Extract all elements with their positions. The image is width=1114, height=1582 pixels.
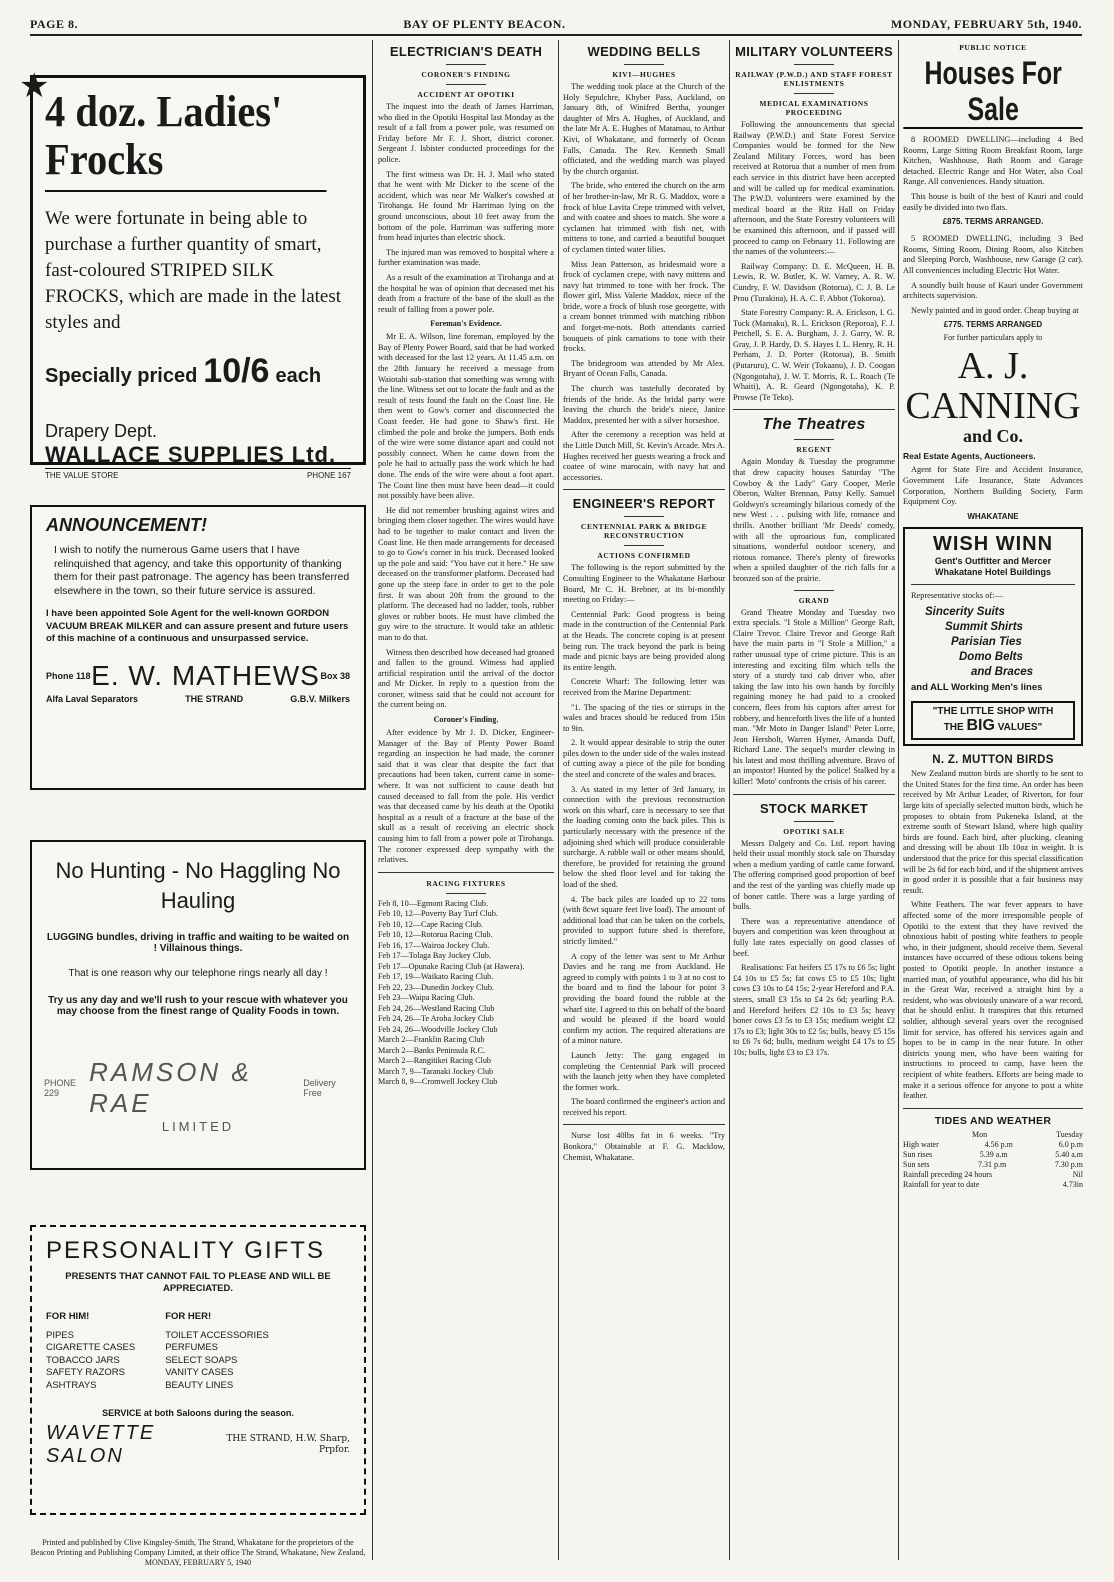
list-item: SAFETY RAZORS <box>46 1367 126 1378</box>
divider <box>794 590 834 591</box>
divider <box>794 93 834 94</box>
table-cell: 4.56 p.m <box>984 1139 1013 1149</box>
article-subhead: KIVI—HUGHES <box>612 70 676 79</box>
paragraph: Messrs Dalgety and Co. Ltd. report having held their usual monthly stock sale on Thursday when a medium yarding of cattle came forward. The offering comprised good proportion of beef and the rest of the yarding was chiefly made up of boner cattle. There was a large yarding of bulls. <box>733 838 895 912</box>
houses-headline: Houses For Sale <box>903 55 1083 129</box>
frocks-headline: 4 doz. Ladies' Frocks <box>45 88 327 192</box>
page-number: PAGE 8. <box>30 17 78 31</box>
list-item: Feb 24, 26—Woodville Jockey Club <box>378 1024 498 1034</box>
paragraph: 8 ROOMED DWELLING—including 4 Bed Rooms, Large Sitting Room Breakfast Room, large Kitchen, Washhouse, Bath Room and Garage detached. Electric Range and Hot Water, also Coal Range. All conveniences. Handy situation. <box>903 135 1083 187</box>
paragraph: Grand Theatre Monday and Tuesday two extra specials. "I Stole a Million" George Raft, Claire Trevor. Claire Trevor and George Raft have the main parts in "I Stole a Million," a rather unusual type of crime picture. This is an interesting and exciting film which tells the story of a sturdy taxi cab driver who, after taking the law into his own hands by forcibly regaining money he had paid to a crooked concern, flees from his captors after arrest for robbery, and henceforth lives the life of a hunted man. "Mr Moto in Danger Island" Peter Lorre, Jean Hersholt, Warren Hymer, Amanda Duff, Richard Lane. The sequel's murder clewing in his latest and most thrilling adventure. Bravo of an impostor! Hunted by the police! Stalked by a killer! 'Moto' confronts the crisis of his career. <box>733 607 895 787</box>
paragraph: Mr E. A. Wilson, line foreman, employed by the Bay of Plenty Power Board, said that he had worked with deceased for the last 12 years. At 11.45 a.m. on the 28th January he received a message from Waiotahi sub-station that something was wrong with the line. Witness set out to locate the fault and as the result of tests found the fault on the Coast line. He then went to Gow's corner and disconnected the Coast feeder. He had gone to Shaw's first. He climbed the pole and broke the jumpers. Both ends of the wire were some distance apart and could not possibly connect. When he came down from the pole he had to actually pass the work which he had done. The ends of the wire were about a foot apart. The Coast line then must have been dead—it could not possibly have been alive. <box>378 332 554 501</box>
winn-shop <box>911 701 1075 740</box>
article-subhead: Foreman's Evidence. <box>430 319 502 329</box>
paragraph: New Zealand mutton birds are shortly to be sent to the United States for the first time. An order has been received by Mr Arthur Leader, of Riverton, for four large kits of specially selected mutton birds, which he proposes to obtain from Pukeneka Island, at the extreme south of Stewart Island, where high quality birds are found. Each bird, after plucking, cleaning and dressing will be about 1lb 10oz in weight. It is understood that the price for this special classification will be 2s 6d for each bird, and if the shipment arrives in good order it is possible that a fair business may result. <box>903 769 1083 895</box>
announcement-phone: Phone 118 <box>46 670 91 681</box>
article-subhead: Coroner's Finding. <box>433 715 499 725</box>
hunt-limited: LIMITED <box>161 1119 235 1134</box>
apply-text: For further particulars apply to <box>943 333 1043 343</box>
hunt-lugging: LUGGING bundles, driving in traffic and waiting to be waited on ! Villainous things. <box>46 932 350 954</box>
paragraph: 4. The back piles are loaded up to 22 tons (with 8cwt square feet live load). The amount of additional load that can be taken on the corbels, provided to support future shed is therefore, strictly limited." <box>563 894 725 946</box>
winn-name: WISH WINN <box>932 532 1054 555</box>
divider <box>733 409 895 410</box>
list-item: Feb 10, 12—Rotorua Racing Club. <box>378 930 493 940</box>
article-subhead: ACCIDENT AT OPOTIKI <box>417 90 515 99</box>
list-item: and Braces <box>971 666 1034 679</box>
paragraph: The inquest into the death of James Harriman, who died in the Opotiki Hospital last Monday as the result of a fall from a power pole, was resumed on Friday before Mr F. J. Short, district coroner. Sergeant J. Isbister conducted proceedings for the police. <box>378 102 554 164</box>
list-item: Feb 17—Tolaga Bay Jockey Club. <box>378 951 491 961</box>
list-item: Feb 17—Opunake Racing Club (at Hawera). <box>378 961 525 971</box>
table-cell: 5.39 a.m <box>979 1149 1008 1159</box>
table-row <box>903 1140 1083 1150</box>
paragraph: Concrete Wharf: The following letter was received from the Marine Department: <box>563 677 725 697</box>
table-cell: Rainfall for year to date <box>903 1179 980 1189</box>
winn-items <box>911 605 1075 695</box>
divider <box>563 489 725 490</box>
list-item: March 7, 9—Taranaki Jockey Club <box>378 1066 494 1076</box>
wedding-column <box>563 40 725 1570</box>
list-item: TOBACCO JARS <box>46 1354 120 1366</box>
frocks-price-line <box>45 352 351 391</box>
list-item: SELECT SOAPS <box>165 1354 238 1366</box>
table-cell: Sun sets <box>903 1159 930 1169</box>
announcement-strand: THE STRAND <box>185 693 244 704</box>
list-item: Feb 10, 12—Cape Racing Club. <box>378 919 484 929</box>
list-item: and ALL Working Men's lines <box>911 682 1043 694</box>
list-item: Domo Belts <box>959 651 1023 664</box>
article-title: ENGINEER'S REPORT <box>572 496 716 512</box>
paragraph: The following is the report submitted by the Consulting Engineer to the Whakatane Harbour Board, Mr C. H. Brebner, at its bi-monthly meeting on Friday:— <box>563 563 725 605</box>
frocks-advert <box>19 66 366 480</box>
town: WHAKATANE <box>967 511 1019 521</box>
article-subhead: CORONER'S FINDING <box>421 70 511 79</box>
divider <box>378 872 554 873</box>
list-item: Feb 24, 26—Westland Racing Club <box>378 1003 495 1013</box>
hunt-phone: PHONE 229 <box>44 1078 77 1098</box>
paragraph: He did not remember brushing against wires and bringing them closer together. The wires would have had to be together to make contact and liven the Coast line. He then made arrangements for deceased to go to Gow's corner in his truck. Deceased looked up the pole and said: "You have cut it here." He saw deceased on the transformer platform. Deceased had gone up the steep face in order to get to the pole first. It was about 20ft from the ground to the platform. The deceased had no ladder, tools, rubber gloves or rubber boots. He must have climbed the guy wire to the structure. It would take an athletic man to do that. <box>378 505 554 642</box>
issue-date: MONDAY, FEBRUARY 5th, 1940. <box>890 17 1082 31</box>
column-rule <box>372 40 373 1560</box>
paper-title: BAY OF PLENTY BEACON. <box>403 17 566 31</box>
pers-salon: WAVETTE SALON <box>46 1422 156 1467</box>
table-cell: Tuesday <box>1056 1129 1083 1139</box>
divider <box>624 545 664 546</box>
wish-winn-advert <box>903 527 1083 747</box>
article-title: The Theatres <box>762 416 866 434</box>
paragraph: 3. As stated in my letter of 3rd January, in connection with the previous reconstruction work on this wharf, care is necessary to see that the loading coming onto the back piles. This is particularly necessary with the presence of the adjoining shed which will produce considerable surcharge. A rubble wall or other means should, therefore, be provided for retaining the ground below the shed floor level and for taking the load of the shed. <box>563 784 725 889</box>
frocks-body: We were fortunate in being able to purchase a further quantity of smart, fast-coloured STRIPED SILK FROCKS, which are made in the latest styles and <box>45 208 342 333</box>
paragraph: The board confirmed the engineer's action and received his report. <box>563 1097 726 1117</box>
paragraph: The bridegroom was attended by Mr Alex. Bryant of Ocean Falls, Canada. <box>563 358 725 379</box>
announcement-advert <box>30 505 366 790</box>
table-row <box>903 1160 1083 1170</box>
table-cell: 4.73in <box>1062 1179 1083 1189</box>
winn-rep: Representative stocks of:— <box>911 590 1003 600</box>
list-item: Feb 23—Waipa Racing Club. <box>378 993 475 1003</box>
terms: £775. TERMS ARRANGED <box>943 320 1043 330</box>
list-item: Feb 17, 19—Waikato Racing Club. <box>378 972 494 982</box>
paragraph: After evidence by Mr J. D. Dicker, Engineer-Manager of the Bay of Plenty Power Board regarding an inspection he had made, the coroner said that it was clear that despite the fact that precautions had been taken, current came in some-where. It was not sufficient to cause death but caused deceased to fall from the pole. His verdict was that deceased came by his death at the Opotiki hospital as a result of a fracture at the base of the skull as a result of receiving an electric shock causing him to fall from a power pole at Tirohanga. The coroner expressed deep sympathy with the relatives. <box>378 728 554 865</box>
divider <box>911 584 1075 585</box>
divider <box>794 64 834 65</box>
paragraph: As a result of the examination at Tirohanga and at the hospital he was of opinion that deceased met his death from a fracture of the base of the skull as the result of falling from a power pole. <box>378 272 554 314</box>
hunt-delivery: Delivery Free <box>303 1078 336 1098</box>
canning-co: and Co. <box>962 426 1024 447</box>
table-cell: Rainfall preceding 24 hours <box>903 1169 993 1179</box>
winn-shop-row <box>916 717 1070 735</box>
announcement-footer <box>46 660 350 692</box>
hunt-logo-row <box>44 1057 352 1119</box>
article-title: WEDDING BELLS <box>587 44 701 59</box>
winn-shop-4: VALUES" <box>997 722 1043 734</box>
list-item: Feb 10, 12—Poverty Bay Turf Club. <box>378 909 498 919</box>
pers-him-heading: FOR HIM! <box>46 1311 90 1322</box>
list-item: PIPES <box>46 1329 74 1341</box>
list-item: TOILET ACCESSORIES <box>165 1329 269 1341</box>
table-cell: High water <box>903 1139 939 1149</box>
pers-sub: PRESENTS THAT CANNOT FAIL TO PLEASE AND WILL BE APPRECIATED. <box>65 1271 331 1294</box>
table-row <box>903 1130 1083 1140</box>
frocks-price: 10/6 <box>203 352 270 390</box>
winn-shop-3: BIG <box>966 717 995 735</box>
list-item: Feb 22, 23—Dunedin Jockey Club. <box>378 982 494 992</box>
hunt-firm: RAMSON & RAE <box>89 1057 252 1118</box>
paragraph: Again Monday & Tuesday the programme that drew capacity houses Saturday "The Cowboy & the Lady" Gary Cooper, Merle Oberon, Walter Brennan, Patsy Kelly. Samuel Goldwyn's screamingly hilarious comedy of the new West . . . pulsing with life, romance and thrills. Another brilliant 'Mr Deeds' comedy, with all the uproarious fun, complicated situations, wonderful outdoor scenery, and riotous romance. There's plenty of fireworks when a spoiled daughter of the rich falls for a bronzed son of the prairie. <box>733 457 895 583</box>
military-column <box>733 40 895 1570</box>
racing-list <box>378 899 554 1088</box>
electrician-column <box>378 40 554 1570</box>
article-subhead: ACTIONS CONFIRMED <box>597 551 691 561</box>
divider <box>624 516 664 517</box>
paragraph: Following the announcements that special Railway (P.W.D.) and State Forest Service Companies would be formed for the New Zealand Military Forces, word has been received at Rotorua that a number of men from each service in this district have been accepted and will be called up for medical examination. The P.W.D. volunteers were examined by the medical board at the Ritz Hall on Friday afternoon, and the State Forestry volunteers will be examined this afternoon, and if passed will proceed to camp on February 11. Following are the names of the volunteers:— <box>733 120 895 257</box>
masthead <box>30 16 1082 36</box>
table-cell: Nil <box>1072 1169 1083 1179</box>
public-notice: PUBLIC NOTICE <box>959 43 1027 52</box>
list-item: March 2—Franklin Racing Club <box>378 1035 485 1045</box>
star-icon: ★ <box>19 66 50 106</box>
pers-service: SERVICE at both Saloons during the season. <box>102 1408 294 1418</box>
divider <box>446 893 486 894</box>
announcement-body2: I have been appointed Sole Agent for the well-known GORDON VACUUM BREAK MILKER and can assure present and future users of this machine of a continuous and unsurpassed service. <box>46 608 349 644</box>
announcement-alfa: Alfa Laval Separators <box>46 693 139 704</box>
list-item: Feb 8, 10—Egmont Racing Club. <box>378 898 489 908</box>
paragraph: Railway Company: D. E. McQueen, H. B. Lewis, R. W. Butler, K. W. Varney, A. R. W. Cundry, F. W. Davidson (Rotorua), C. J. B. Le Prou (Turakina), H. A. C. F. Abbot (Tokoroa). <box>733 261 895 303</box>
canning-role: Real Estate Agents, Auctioneers. <box>903 451 1036 462</box>
paragraph: A copy of the letter was sent to Mr Arthur Davies and he rang me from Auckland. He agreed to comply with points 1 to 3 at no cost to the board and to find the labour for point 3 providing the board found the rubble at the wharf site. I agreed to this on behalf of the board and would be pleased if the board would confirm my action. The required alterations are of a minor nature. <box>563 951 725 1046</box>
paragraph: The church was tastefully decorated by friends of the bride. As the bridal party were leaving the church the bride's niece, Janice Maddox, presented her with a silver horseshoe. <box>563 384 725 425</box>
tides-table <box>903 1130 1083 1190</box>
paragraph: State Forestry Company: R. A. Erickson, I. G. Tuck (Mamaku), R. L. Erickson (Reporoa), F. J. Petchell, S. E. A. Burgham, J. J. Garry, W. R. Gray, J. P. Hardy, D. S. Hayes I. L. Henry, R. H. Perham, J. D. Porter (Rotorua), B. Smith (Putaruru), C. W. Weir (Tokaanu), J. D. Coogan (Ngongotaha), J. W. T. Morris, R. L. Roach (Te Whaiti), A. R. Geard (Ngongotaha), K. P. Prowse (Te Teko). <box>733 308 895 402</box>
announcement-name: E. W. MATHEWS <box>91 659 320 691</box>
hunt-title: No Hunting - No Haggling No Hauling <box>55 858 341 913</box>
notices-column <box>903 40 1083 1570</box>
pers-address: THE STRAND, H.W. Sharp, Prpfor. <box>226 1434 350 1455</box>
article-subhead: CENTENNIAL PARK & BRIDGE RECONSTRUCTION <box>580 522 708 541</box>
article-title: STOCK MARKET <box>759 800 869 816</box>
paragraph: This house is built of the best of Kauri and could easily be divided into two flats. <box>903 191 1083 212</box>
paragraph: Centennial Park: Good progress is being made in the construction of the Centennial Park at the Heads. The concrete coping is at present being run. The track beyond the park is being made and picnic bays are being provided along its entire length. <box>563 609 725 672</box>
list-item: March 2—Rangitikei Racing Club <box>378 1056 492 1066</box>
paragraph: Miss Jean Patterson, as bridesmaid wore a frock of cyclamen crepe, with navy mittens and navy hat trimmed to tone with her frock. The flower girl, Miss Valerie Maddox, niece of the bride, wore a frock of blush rose georgette, with a cream bonnet trimmed with matching ribbon and forget-me-nots. Both attendants carried bouquets of pink carnations to tone with their frocks. <box>563 259 725 354</box>
paragraph: The injured man was removed to hospital where a further examination was made. <box>378 247 554 268</box>
hunt-reason: That is one reason why our telephone rings nearly all day ! <box>68 968 328 979</box>
article-subhead: REGENT <box>796 445 832 455</box>
column-rule <box>898 40 899 1560</box>
announcement-title: ANNOUNCEMENT! <box>46 515 207 535</box>
divider <box>446 64 486 65</box>
divider <box>624 64 664 65</box>
frocks-tagline: THE VALUE STORE <box>45 471 119 480</box>
frocks-specially: Specially priced <box>45 365 198 387</box>
pers-him <box>46 1311 135 1392</box>
terms: £875. TERMS ARRANGED. <box>942 217 1044 227</box>
article-subhead: GRAND <box>798 595 830 605</box>
frocks-tagline-row <box>45 471 351 480</box>
column-rule <box>729 40 730 1560</box>
paragraph: 5 ROOMED DWELLING, including 3 Bed Rooms, Sitting Room, Dining Room, also Kitchen and Sleeping Porch, Washhouse, new Garage (2 car). All conveniences including Electric Hot Water. <box>903 234 1083 275</box>
list-item: March 8, 9—Cromwell Jockey Club <box>378 1077 498 1087</box>
list-item: CIGARETTE CASES <box>46 1342 136 1353</box>
announcement-gbv: G.B.V. Milkers <box>290 693 350 704</box>
article-subhead: OPOTIKI SALE <box>783 826 845 836</box>
divider <box>794 439 834 440</box>
paragraph: 2. It would appear desirable to strip the outer piles down to the under side of the wales instead of cutting away a piece of the pile for bonding the steel and concrete of the wales and braces. <box>563 738 725 780</box>
announcement-footer2 <box>46 694 350 704</box>
article-subhead: RAILWAY (P.W.D.) AND STAFF FOREST ENLISTMENTS <box>735 70 893 88</box>
table-row <box>903 1170 1083 1180</box>
article-title: ELECTRICIAN'S DEATH <box>389 44 543 59</box>
table-cell: Sun rises <box>903 1149 933 1159</box>
pers-title: PERSONALITY GIFTS <box>46 1237 325 1264</box>
list-item: Parisian Ties <box>951 636 1022 649</box>
list-item: Summit Shirts <box>945 621 1023 634</box>
paragraph: There was a representative attendance of buyers and competition was keen throughout at fully late rates especially on good classes of beef. <box>733 916 895 958</box>
paragraph: The first witness was Dr. H. J. Mail who stated that he went with Mr Dicker to the scene of the accident, which was near Mr Walker's cowshed at Tirohanga. He found Mr Harriman lying on the ground unconscious, about 10 feet away from the bottom of the pole. Harriman was suffering more from head injuries than electric shock. <box>378 169 554 243</box>
announcement-box: Box 38 <box>320 670 350 681</box>
paragraph: A soundly built house of Kauri under Government architects supervision. <box>903 280 1083 301</box>
list-item: PERFUMES <box>165 1342 219 1353</box>
list-item: Feb 24, 26—Te Aroha Jockey Club <box>378 1014 494 1024</box>
paragraph: Realisations: Fat heifers £5 17s to £6 5s; light £4 10s to £5 5s; fat cows £5 to £5 10s; light cows £3 10s to £4 15s; 2-year Hereford and P.A. steers, small £3 15s to £4 2s 6d; yearling P.A. and Hereford heifers £2 10s to £3 5s; heavy boner cows £3 5s to £3 15s; medium weight £2 17s to £3; light 30s to £2 5s; bulls, heavy £5 15s to £6 7s 6d; bulls, medium weight £4 17s to £5 10s; bulls, light £3 to £3 17s. <box>733 963 895 1057</box>
paragraph: "1. The spacing of the ties or stirrups in the wales and braces should be reduced from 15in to 9in. <box>563 702 725 733</box>
tides-title: TIDES AND WEATHER <box>934 1114 1052 1127</box>
pers-salon-row <box>46 1422 350 1468</box>
divider <box>563 1124 725 1125</box>
divider <box>794 821 834 822</box>
list-item: BEAUTY LINES <box>165 1379 234 1391</box>
table-cell: 7.31 p.m <box>977 1159 1007 1169</box>
paragraph: The bride, who entered the church on the arm of her brother-in-law, Mr R. G. Maddox, wore a frock of blue Lavita Crepe trimmed with velvet, and with coatee and shoes to match. She wore a cyclamen hat trimmed with fish net, with mittens to tone, and carried a beautiful bouquet of cyclamen tinted water lilies. <box>563 181 725 254</box>
list-item: Feb 16, 17—Wairoa Jockey Club. <box>378 940 490 950</box>
frocks-store: WALLACE SUPPLIES Ltd. <box>45 442 351 469</box>
paragraph: The wedding took place at the Church of the Holy Sepulchre, Khyber Pass, Auckland, on January 8th, of Winifred Bertha, younger daughter of Mrs A. Hughes, of Auckland, and the late Mr A. E. Hughes of Matamau, to Arthur Kivi, of Whakatane, and formerly of Ocean Falls, Canada. The Rev. Kenneth Small officiated, and the wedding march was played by the church organist. <box>563 82 725 176</box>
divider <box>733 794 895 795</box>
personality-gifts-advert <box>30 1225 366 1515</box>
paragraph: White Feathers. The war fever appears to have affected some of the more irresponsible people of Opotiki to the extent that they have revived the obnoxious habit of posting white feathers to people who, in their judgment, should receive them. Several instances have occurred of these odious tokens being posted to Opotiki people. In another instance a married man, of youthful appearance, who did his bit in the Great War, received a straight hint by a resident, who was obviously unaware of a war record, that he should enlist. It transpires that this returned soldier, although several years over the recognised limit for service, has offered his services again and hopes to be in camp in the near future. In other districts young men, who have been waiting for instructions to proceed to camp, have been the recipient of white feathers. Efforts are being made to make it a serious offence for anyone to post a white feather. <box>903 900 1083 1101</box>
list-item: Sincerity Suits <box>925 606 1005 619</box>
winn-shop-1: "THE LITTLE SHOP WITH <box>932 706 1054 718</box>
column-rule <box>558 40 559 1560</box>
paragraph: Launch Jetty: The gang engaged in completing the Centennial Park will proceed with the launch jetty when they have completed the former work. <box>563 1050 725 1092</box>
article-title: N. Z. MUTTON BIRDS <box>932 754 1054 767</box>
paragraph: Newly painted and in good order. Cheap buying at <box>911 305 1079 315</box>
imprint: Printed and published by Clive Kingsley-Smith, The Strand, Whakatane for the proprietors of the Beacon Printing and Publishing Company Limited, at their office The Strand, Whakatane, New Zealand, MONDAY, FEBRUARY 5, 1940 <box>30 1538 366 1567</box>
table-row <box>903 1150 1083 1160</box>
pers-her <box>165 1311 269 1392</box>
pers-her-heading: FOR HER! <box>165 1311 212 1322</box>
winn-shop-2: THE <box>943 722 964 734</box>
article-title: MILITARY VOLUNTEERS <box>735 44 893 59</box>
table-cell: 6.0 p.m <box>1058 1139 1083 1149</box>
table-cell: Mon <box>972 1129 988 1139</box>
list-item: VANITY CASES <box>165 1367 234 1378</box>
paragraph: Witness then described how deceased had groaned and fallen to the ground. Witness had applied artificial respiration until the arrival of the doctor and Mr Dicker. In reply to a question from the coroner, witness said that he could not account for the current being on. <box>378 647 554 710</box>
table-cell: 7.30 p.m <box>1054 1159 1083 1169</box>
list-item: ASHTRAYS <box>46 1379 97 1391</box>
paragraph: Nurse lost 40lbs fat in 6 weeks. "Try Bonkora," Obtainable at F. G. Macklow, Chemist, Whakatane. <box>563 1131 725 1162</box>
article-subhead: MEDICAL EXAMINATIONS PROCEEDING <box>759 99 869 117</box>
divider <box>446 84 486 85</box>
announcement-body: I wish to notify the numerous Game users that I have relinquished that agency, and take this opportunity of thanking them for their past patronage. The agency has been transferred elsewhere in the town, so their future service is assured. <box>54 544 350 597</box>
paragraph: Agent for State Fire and Accident Insurance, Government Life Insurance, State Advances Corporation, Northern Building Society, Farm Equipment Coy. <box>903 465 1083 507</box>
canning-name: A. J. CANNING <box>905 345 1081 428</box>
winn-sub: Gent's Outfitter and Mercer Whakatane Hotel Buildings <box>934 555 1052 577</box>
table-cell: 5.40 a.m <box>1055 1149 1083 1159</box>
racing-title: RACING FIXTURES <box>426 878 506 888</box>
ramson-rae-advert <box>30 840 366 1170</box>
paragraph: After the ceremony a reception was held at the Little Dutch Mill, St. Kevin's Arcade. Mrs A. Hughes received her guests wearing a frock and coatee of wine marocain, with navy hat and accessories. <box>563 430 725 482</box>
table-row <box>903 1180 1083 1190</box>
frocks-phone: PHONE 167 <box>306 471 351 480</box>
divider <box>903 1108 1083 1109</box>
list-item: March 2—Banks Peninsula R.C. <box>378 1045 486 1055</box>
pers-columns <box>46 1311 350 1392</box>
ads-column <box>19 40 366 1570</box>
hunt-try: Try us any day and we'll rush to your rescue with whatever you may choose from the finest range of Quality Foods in town. <box>48 995 348 1017</box>
frocks-each: each <box>275 365 322 387</box>
frocks-dept: Drapery Dept. <box>45 421 158 441</box>
